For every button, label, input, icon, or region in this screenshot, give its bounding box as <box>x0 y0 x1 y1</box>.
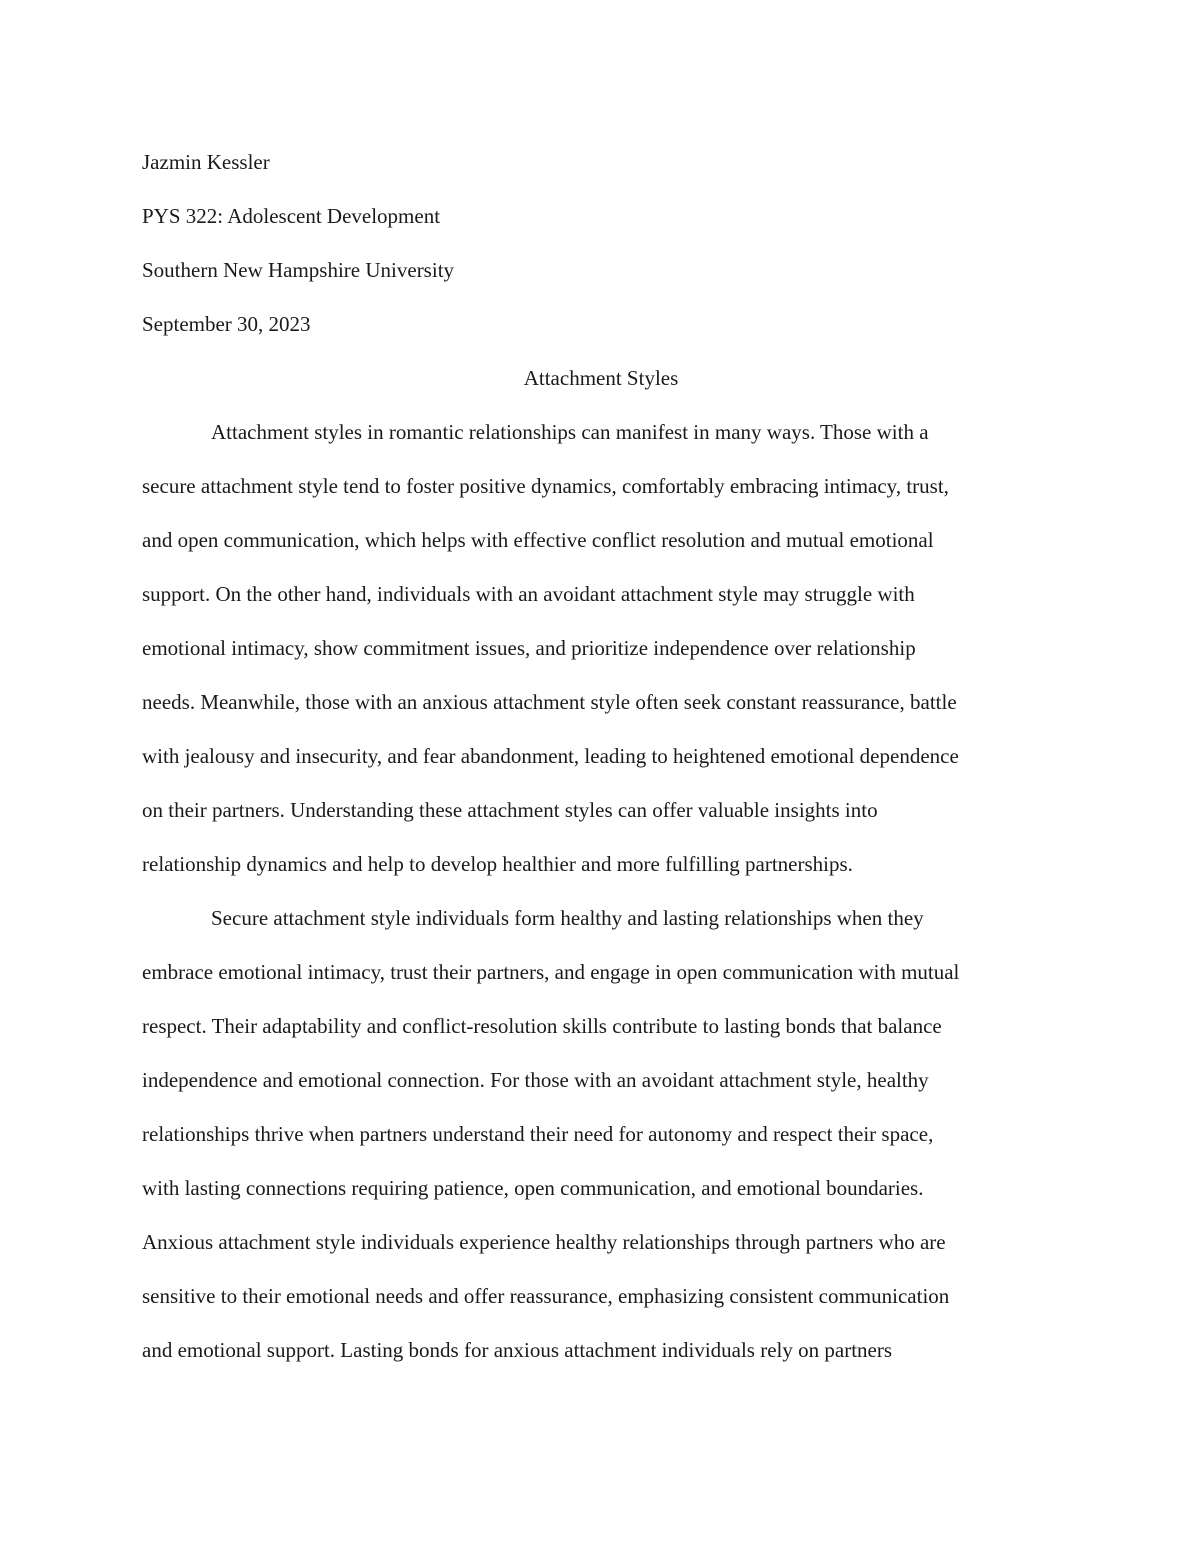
paragraph-line: relationship dynamics and help to develop healthier and more fulfilling partnerships. <box>142 852 853 876</box>
paragraph-line: on their partners. Understanding these attachment styles can offer valuable insights into <box>142 798 878 822</box>
paragraph-line: and emotional support. Lasting bonds for anxious attachment individuals rely on partners <box>142 1338 893 1362</box>
author-name: Jazmin Kessler <box>142 150 270 174</box>
paragraph-line: secure attachment style tend to foster positive dynamics, comfortably embracing intimacy, trust, <box>142 474 949 498</box>
paragraph-line: embrace emotional intimacy, trust their partners, and engage in open communication with mutual <box>142 960 960 984</box>
paragraph-2 <box>142 891 1060 1377</box>
document-title: Attachment Styles <box>523 366 679 390</box>
paragraph-line: emotional intimacy, show commitment issues, and prioritize independence over relationship <box>142 636 916 660</box>
paragraph-line: Anxious attachment style individuals experience healthy relationships through partners who are <box>142 1230 946 1254</box>
paragraph-line: needs. Meanwhile, those with an anxious attachment style often seek constant reassurance, battle <box>142 690 957 714</box>
paragraph-line: and open communication, which helps with effective conflict resolution and mutual emotional <box>142 528 934 552</box>
paragraph-line: respect. Their adaptability and conflict-resolution skills contribute to lasting bonds that balance <box>142 1014 942 1038</box>
institution-name: Southern New Hampshire University <box>142 258 455 282</box>
course-name: PYS 322: Adolescent Development <box>142 204 441 228</box>
paragraph-line: independence and emotional connection. For those with an avoidant attachment style, healthy <box>142 1068 929 1092</box>
document-body <box>142 135 1060 1377</box>
paragraph-line: support. On the other hand, individuals with an avoidant attachment style may struggle with <box>142 582 915 606</box>
paragraph-line: relationships thrive when partners understand their need for autonomy and respect their space, <box>142 1122 934 1146</box>
paragraph-line: with jealousy and insecurity, and fear abandonment, leading to heightened emotional dependence <box>142 744 959 768</box>
paragraph-1 <box>142 405 1060 891</box>
paragraph-line: with lasting connections requiring patience, open communication, and emotional boundaries. <box>142 1176 924 1200</box>
document-date: September 30, 2023 <box>142 312 311 336</box>
paragraph-line: sensitive to their emotional needs and offer reassurance, emphasizing consistent communication <box>142 1284 950 1308</box>
paragraph-line: Secure attachment style individuals form healthy and lasting relationships when they <box>211 906 924 930</box>
paragraph-line: Attachment styles in romantic relationships can manifest in many ways. Those with a <box>211 420 929 444</box>
